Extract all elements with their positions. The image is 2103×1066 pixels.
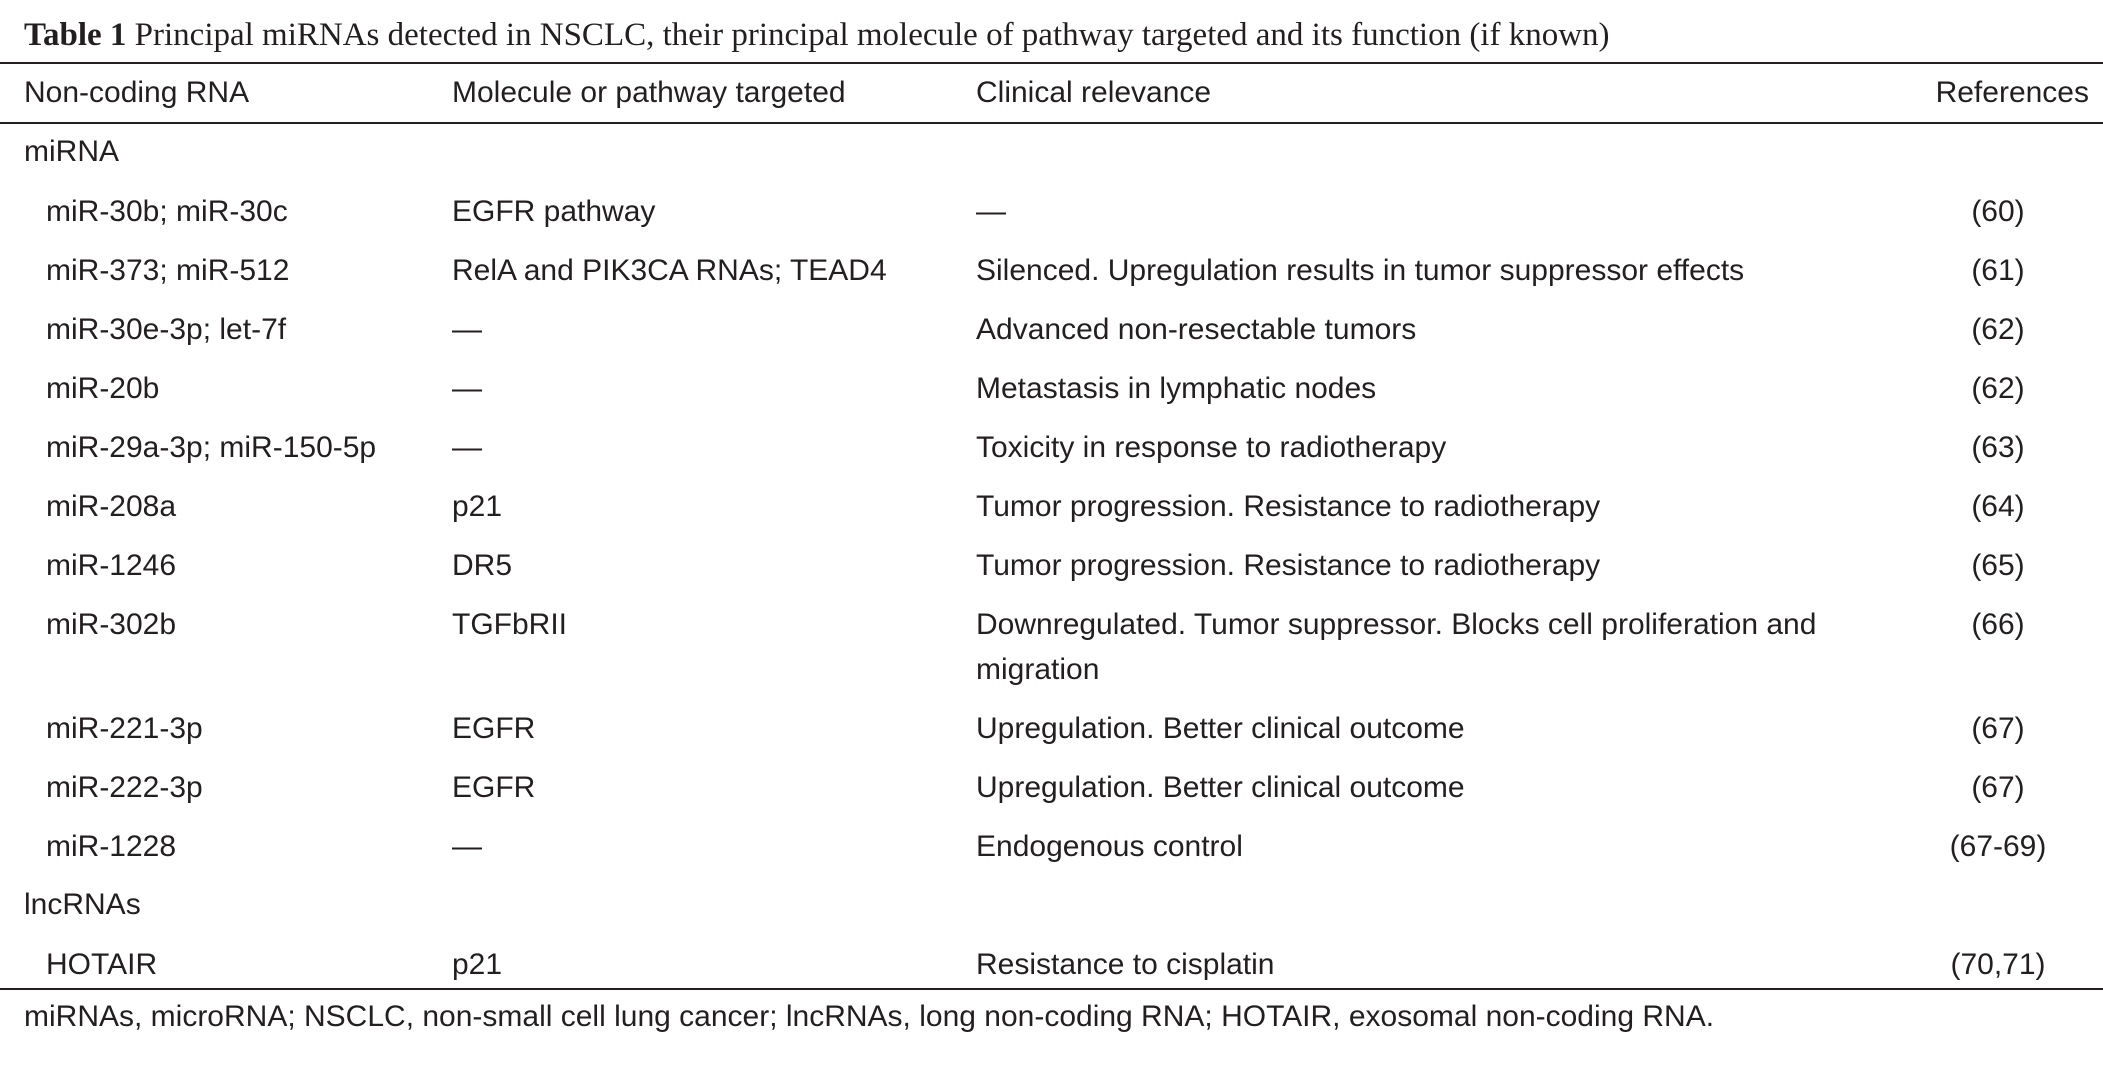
rna-name-cell: miR-1246 (46, 549, 177, 582)
reference-cell: (62) (1971, 313, 2025, 346)
clinical-relevance-cell: Advanced non-resectable tumors (976, 313, 1417, 346)
table-row (0, 417, 2103, 476)
reference-cell: (70,71) (1950, 948, 2046, 981)
clinical-relevance-cell: Upregulation. Better clinical outcome (976, 771, 1465, 804)
table-row (0, 358, 2103, 417)
data-table (0, 64, 2103, 996)
table-row (0, 299, 2103, 358)
reference-cell: (64) (1971, 490, 2025, 523)
target-cell: EGFR pathway (452, 195, 656, 228)
clinical-relevance-cell: Silenced. Upregulation results in tumor suppressor effects (976, 254, 1745, 287)
section-title: miRNA (24, 135, 119, 168)
clinical-relevance-cell: Resistance to cisplatin (976, 948, 1275, 981)
clinical-relevance-cell: Tumor progression. Resistance to radiotherapy (976, 490, 1601, 523)
table-row (0, 240, 2103, 299)
rna-name-cell: miR-373; miR-512 (46, 254, 290, 287)
clinical-relevance-cell: Tumor progression. Resistance to radiotherapy (976, 549, 1601, 582)
clinical-relevance-cell: Metastasis in lymphatic nodes (976, 372, 1377, 405)
table-caption-label: Table 1 (24, 17, 127, 53)
reference-cell: (65) (1971, 549, 2025, 582)
column-header: Non-coding RNA (24, 76, 250, 109)
column-header: Clinical relevance (976, 76, 1212, 109)
reference-cell: (62) (1971, 372, 2025, 405)
target-cell: — (452, 372, 482, 405)
reference-cell: (67-69) (1949, 830, 2047, 863)
clinical-relevance-cell: Toxicity in response to radiotherapy (976, 431, 1447, 464)
table-row (0, 535, 2103, 594)
rna-name-cell: miR-20b (46, 372, 160, 405)
table-row (0, 757, 2103, 816)
target-cell: — (452, 431, 482, 464)
clinical-relevance-cell: — (976, 195, 1006, 228)
reference-cell: (66) (1971, 608, 2025, 641)
rna-name-cell: miR-222-3p (46, 771, 203, 804)
table-row (0, 594, 2103, 698)
clinical-relevance-cell: Endogenous control (976, 830, 1243, 863)
target-cell: — (452, 830, 482, 863)
target-cell: RelA and PIK3CA RNAs; TEAD4 (452, 254, 887, 287)
section-row (0, 875, 2103, 934)
rna-name-cell: miR-29a-3p; miR-150-5p (46, 431, 377, 464)
column-header: References (1935, 76, 2089, 109)
clinical-relevance-cell: Upregulation. Better clinical outcome (976, 712, 1465, 745)
section-title: lncRNAs (24, 888, 141, 921)
section-row (0, 122, 2103, 181)
reference-cell: (61) (1971, 254, 2025, 287)
rna-name-cell: miR-1228 (46, 830, 177, 863)
rna-name-cell: miR-221-3p (46, 712, 203, 745)
table-row (0, 698, 2103, 757)
column-header: Molecule or pathway targeted (452, 76, 846, 109)
table-body (0, 122, 2103, 996)
table-row (0, 934, 2103, 996)
table-header-row (0, 64, 2103, 122)
rna-name-cell: miR-30e-3p; let-7f (46, 313, 287, 346)
table-caption (24, 10, 2084, 60)
rna-name-cell: miR-302b (46, 608, 177, 641)
table-caption-text: Principal miRNAs detected in NSCLC, their principal molecule of pathway targeted and its function (if known) (126, 17, 1610, 53)
table-row (0, 816, 2103, 875)
table-row (0, 181, 2103, 240)
target-cell: EGFR (452, 712, 536, 745)
reference-cell: (63) (1971, 431, 2025, 464)
target-cell: EGFR (452, 771, 536, 804)
rna-name-cell: HOTAIR (46, 948, 158, 981)
target-cell: TGFbRII (452, 608, 568, 641)
target-cell: p21 (452, 948, 503, 981)
rna-name-cell: miR-208a (46, 490, 177, 523)
target-cell: DR5 (452, 549, 513, 582)
rna-name-cell: miR-30b; miR-30c (46, 195, 288, 228)
clinical-relevance-cell: Downregulated. Tumor suppressor. Blocks cell proliferation and migration (976, 608, 1817, 686)
reference-cell: (67) (1971, 712, 2025, 745)
reference-cell: (67) (1971, 771, 2025, 804)
target-cell: — (452, 313, 482, 346)
reference-cell: (60) (1971, 195, 2025, 228)
target-cell: p21 (452, 490, 503, 523)
table-row (0, 476, 2103, 535)
table-footnote: miRNAs, microRNA; NSCLC, non-small cell lung cancer; lncRNAs, long non-coding RNA; HOTAIR, exosomal non-coding RNA. (24, 1000, 1715, 1033)
